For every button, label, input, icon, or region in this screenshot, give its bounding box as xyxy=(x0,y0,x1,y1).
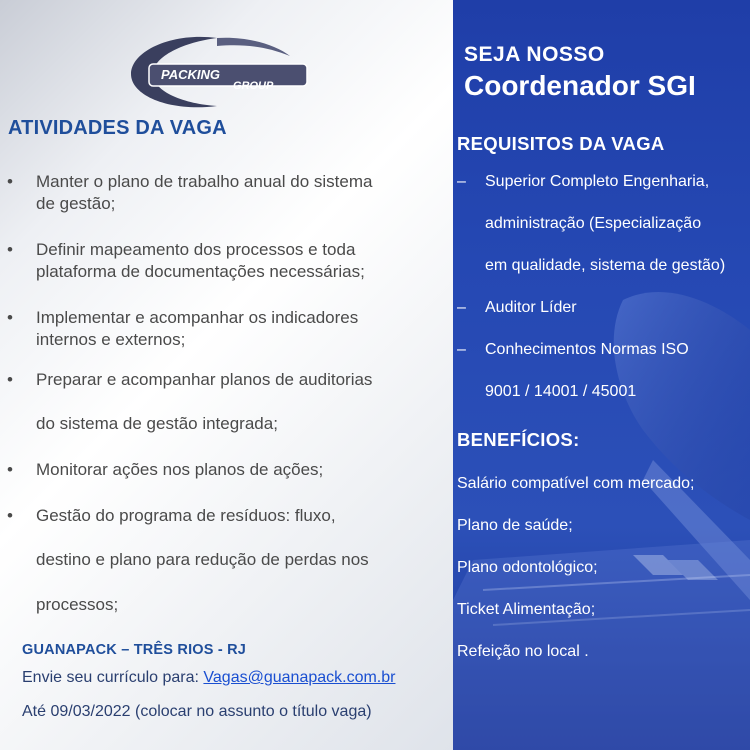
activity-line: do sistema de gestão integrada; xyxy=(36,414,278,433)
logo-text-packing: PACKING xyxy=(161,67,220,82)
send-resume-text xyxy=(22,669,395,687)
email-link[interactable]: Vagas@guanapack.com.br xyxy=(203,669,396,686)
bullet: • xyxy=(7,370,13,389)
benefit-item: Refeição no local . xyxy=(457,643,589,660)
activity-line: Monitorar ações nos planos de ações; xyxy=(36,460,324,479)
dash-bullet: – xyxy=(457,341,466,358)
activity-line: Implementar e acompanhar os indicadores xyxy=(36,308,359,327)
requirement-line: Auditor Líder xyxy=(485,299,577,316)
activity-line: internos e externos; xyxy=(36,330,186,349)
bullet: • xyxy=(7,460,13,479)
send-label: Envie seu currículo para: xyxy=(22,669,204,686)
company-location: GUANAPACK – TRÊS RIOS - RJ xyxy=(22,642,247,658)
logo-text-group: GROUP xyxy=(233,80,274,92)
headline-line-1: SEJA NOSSO xyxy=(464,43,605,66)
activity-line: Gestão do programa de resíduos: fluxo, xyxy=(36,506,336,525)
requirements-title: REQUISITOS DA VAGA xyxy=(457,133,665,154)
benefit-item: Plano de saúde; xyxy=(457,517,573,534)
bullet: • xyxy=(7,506,13,525)
activity-line: Preparar e acompanhar planos de auditorias xyxy=(36,370,373,389)
activity-line: Definir mapeamento dos processos e toda xyxy=(36,240,356,259)
activity-line: processos; xyxy=(36,595,119,614)
activity-line: Manter o plano de trabalho anual do sistema xyxy=(36,172,373,191)
requirement-line: em qualidade, sistema de gestão) xyxy=(485,257,726,274)
activities-title: ATIVIDADES DA VAGA xyxy=(8,117,227,139)
deadline-text: Até 09/03/2022 (colocar no assunto o título vaga) xyxy=(22,703,372,720)
background-photo-decoration xyxy=(453,0,750,750)
dash-bullet: – xyxy=(457,173,466,190)
bullet: • xyxy=(7,172,13,191)
benefit-item: Salário compatível com mercado; xyxy=(457,475,695,492)
benefit-item: Ticket Alimentação; xyxy=(457,601,596,618)
dash-bullet: – xyxy=(457,299,466,316)
activity-line: plataforma de documentações necessárias; xyxy=(36,262,365,281)
requirement-line: administração (Especialização xyxy=(485,215,702,232)
requirement-line: Superior Completo Engenharia, xyxy=(485,173,710,190)
activity-line: destino e plano para redução de perdas nos xyxy=(36,550,369,569)
requirement-line: Conhecimentos Normas ISO xyxy=(485,341,689,358)
benefit-item: Plano odontológico; xyxy=(457,559,598,576)
job-title: Coordenador SGI xyxy=(464,70,696,101)
activity-line: de gestão; xyxy=(36,194,116,213)
benefits-title: BENEFÍCIOS: xyxy=(457,429,580,450)
right-panel xyxy=(453,0,750,750)
packing-group-logo xyxy=(125,34,310,109)
bullet: • xyxy=(7,240,13,259)
requirement-line: 9001 / 14001 / 45001 xyxy=(485,383,637,400)
bullet: • xyxy=(7,308,13,327)
